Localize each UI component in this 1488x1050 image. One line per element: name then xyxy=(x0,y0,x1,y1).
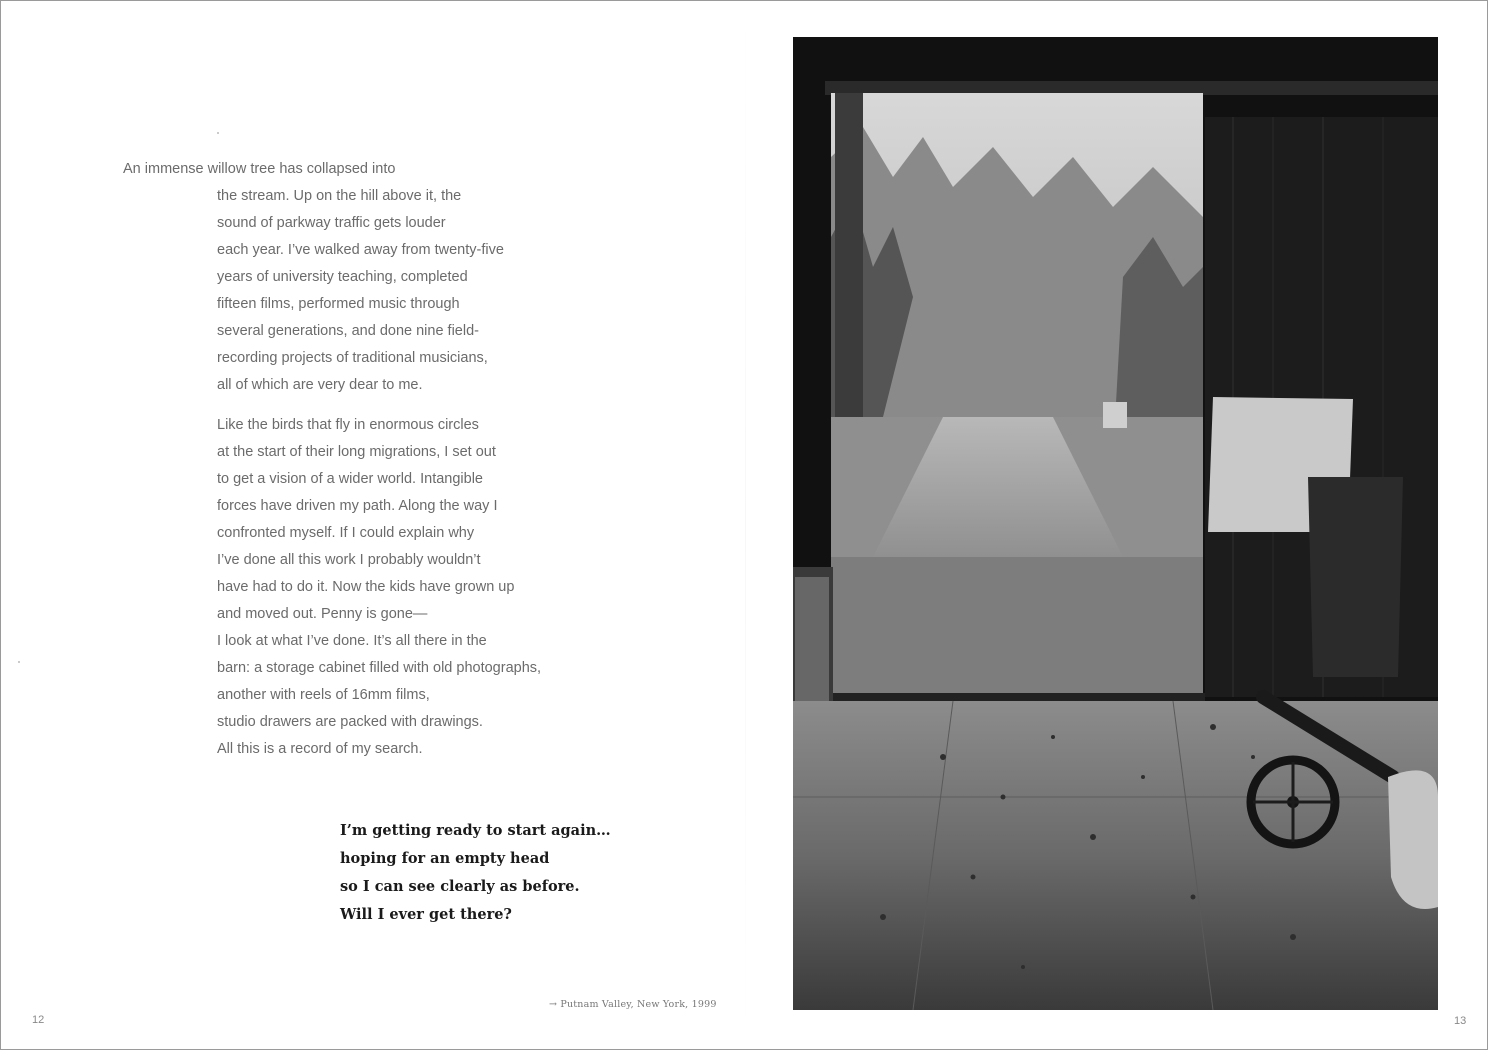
page-gutter xyxy=(745,1,746,1049)
text-line: and moved out. Penny is gone— xyxy=(217,606,428,622)
pull-quote-line: Will I ever get there? xyxy=(340,906,512,923)
text-line: confronted myself. If I could explain why xyxy=(217,525,475,541)
text-line: Like the birds that fly in enormous circles xyxy=(217,417,479,433)
text-line: sound of parkway traffic gets louder xyxy=(217,215,446,231)
text-line: An immense willow tree has collapsed into xyxy=(123,161,396,177)
text-line: recording projects of traditional musicians, xyxy=(217,350,488,366)
paper-speck xyxy=(18,661,20,663)
text-line: have had to do it. Now the kids have grown up xyxy=(217,579,515,595)
page-number-right: 13 xyxy=(1454,1015,1467,1027)
text-line: fifteen films, performed music through xyxy=(217,296,460,312)
text-line: at the start of their long migrations, I set out xyxy=(217,444,496,460)
text-line: I’ve done all this work I probably wouldn’t xyxy=(217,552,481,568)
pull-quote-line: hoping for an empty head xyxy=(340,850,550,867)
text-line: years of university teaching, completed xyxy=(217,269,468,285)
text-line: studio drawers are packed with drawings. xyxy=(217,714,483,730)
text-line: the stream. Up on the hill above it, the xyxy=(217,188,462,204)
text-line: I look at what I’ve done. It’s all there in the xyxy=(217,633,487,649)
text-line: several generations, and done nine field- xyxy=(217,323,479,339)
barn-doorway-photo xyxy=(793,37,1438,1010)
text-line: All this is a record of my search. xyxy=(217,741,423,757)
pull-quote-line: I’m getting ready to start again… xyxy=(340,822,611,839)
text-line: another with reels of 16mm films, xyxy=(217,687,430,703)
text-line: each year. I’ve walked away from twenty-five xyxy=(217,242,504,258)
page-number-left: 12 xyxy=(32,1014,45,1026)
text-line: to get a vision of a wider world. Intangible xyxy=(217,471,483,487)
pull-quote-line: so I can see clearly as before. xyxy=(340,878,580,895)
text-line: forces have driven my path. Along the way I xyxy=(217,498,498,514)
paper-speck xyxy=(217,132,219,134)
photo-caption: → Putnam Valley, New York, 1999 xyxy=(549,999,717,1010)
text-line: all of which are very dear to me. xyxy=(217,377,423,393)
text-line: barn: a storage cabinet filled with old photographs, xyxy=(217,660,542,676)
